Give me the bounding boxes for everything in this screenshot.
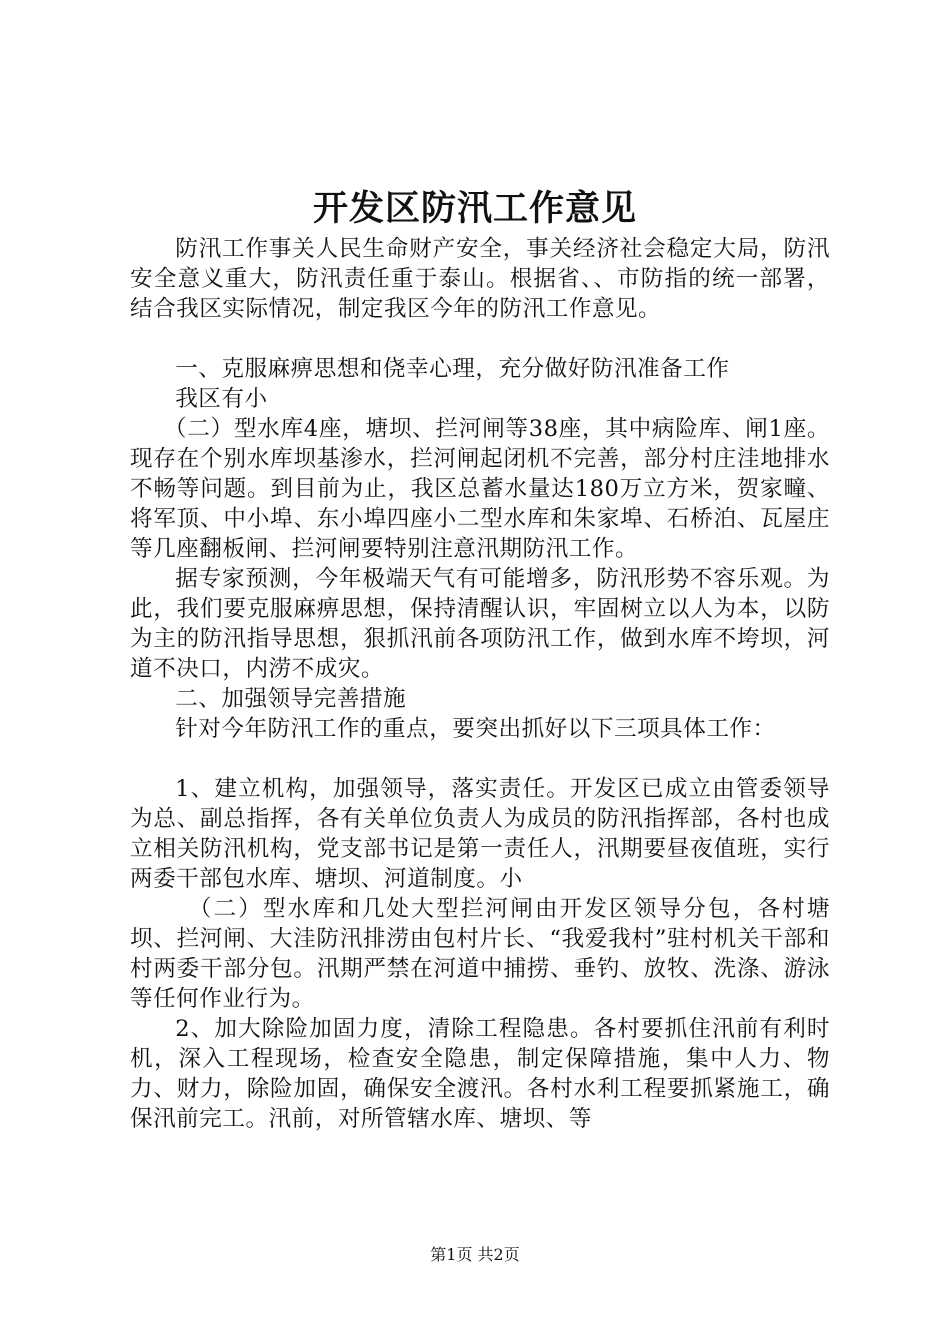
document-body — [130, 234, 830, 1134]
section-2-paragraph: 针对今年防汛工作的重点，要突出抓好以下三项具体工作： — [175, 716, 776, 742]
section-1-paragraph: 据专家预测，今年极端天气有可能增多，防汛形势不容乐观。为此，我们要克服麻痹思想，保持清醒认识，牢固树立以人为本，以防为主的防汛指导思想，狠抓汛前各项防汛工作，做到水库不垮坝，河道不决口，内涝不成灾。 — [130, 566, 830, 682]
section-1-paragraph: （二）型水库4座，塘坝、拦河闸等38座，其中病险库、闸1座。现存在个别水库坝基渗水，拦河闸起闭机不完善，部分村庄洼地排水不畅等问题。到目前为止，我区总蓄水量达180万立方米，贺家疃、将军顶、中小埠、东小埠四座小二型水库和朱家埠、石桥泊、瓦屋庄等几座翻板闸、拦河闸要特别注意汛期防汛工作。 — [130, 416, 830, 562]
page-number-footer: 第1页 共2页 — [430, 1245, 520, 1264]
work-item-1: 1、建立机构，加强领导，落实责任。开发区已成立由管委领导为总、副总指挥，各有关单位负责人为成员的防汛指挥部，各村也成立相关防汛机构，党支部书记是第一责任人，汛期要昼夜值班，实行两委干部包水库、塘坝、河道制度。小 — [130, 776, 830, 892]
document-title: 开发区防汛工作意见 — [312, 188, 637, 229]
section-1-paragraph: 我区有小 — [175, 386, 268, 412]
work-item-2: 2、加大除险加固力度，清除工程隐患。各村要抓住汛前有利时机，深入工程现场，检查安全隐患，制定保障措施，集中人力、物力、财力，除险加固，确保安全渡汛。各村水利工程要抓紧施工，确保汛前完工。汛前，对所管辖水库、塘坝、等 — [130, 1016, 830, 1132]
blank-line — [130, 744, 830, 774]
section-heading-2: 二、加强领导完善措施 — [175, 686, 407, 712]
work-item-1-continued: （二）型水库和几处大型拦河闸由开发区领导分包，各村塘坝、拦河闸、大洼防汛排涝由包村片长、“我爱我村”驻村机关干部和村两委干部分包。汛期严禁在河道中捕捞、垂钓、放牧、洗涤、游泳等任何作业行为。 — [130, 896, 830, 1012]
blank-line — [130, 324, 830, 354]
intro-paragraph: 防汛工作事关人民生命财产安全，事关经济社会稳定大局，防汛安全意义重大，防汛责任重于泰山。根据省、、市防指的统一部署，结合我区实际情况，制定我区今年的防汛工作意见。 — [130, 236, 830, 322]
section-heading-1: 一、克服麻痹思想和侥幸心理，充分做好防汛准备工作 — [175, 356, 730, 382]
